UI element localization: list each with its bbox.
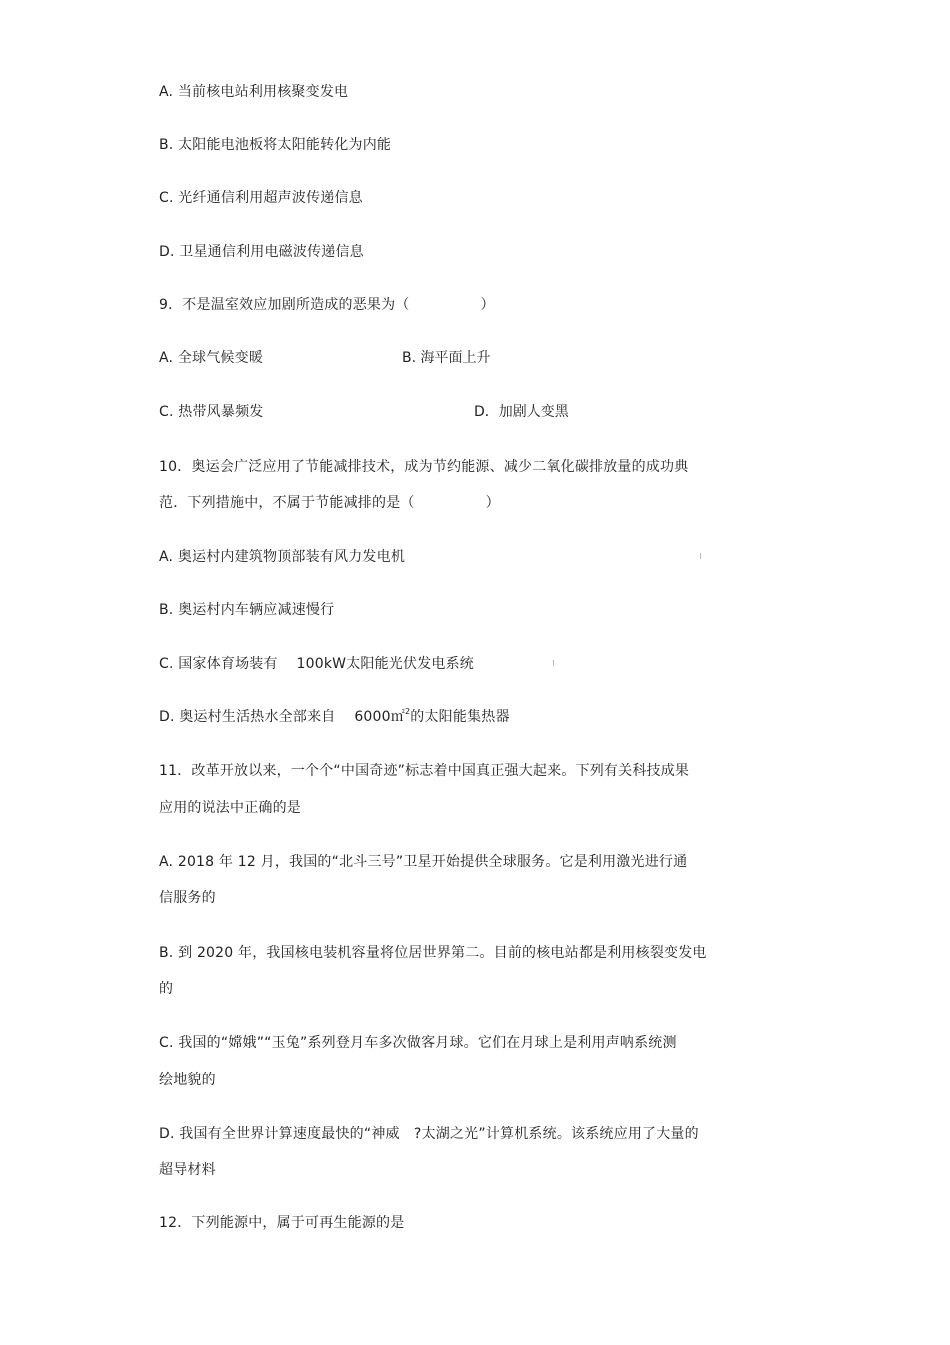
q10-option-b: B. 奥运村内车辆应减速慢行 [159,602,335,618]
q12-stem: 12．下列能源中，属于可再生能源的是 [159,1215,405,1231]
q8-option-a: A. 当前核电站利用核聚变发电 [159,84,349,100]
q9-option-a: A. 全球气候变暖 [159,350,264,366]
q11-option-b-line2: 的 [159,981,174,997]
q10-option-a: A. 奥运村内建筑物顶部装有风力发电机 [159,549,406,565]
q8-option-b: B. 太阳能电池板将太阳能转化为内能 [159,137,392,153]
q10-option-d-text: D. 奥运村生活热水全部来自 6000㎡ [159,709,405,725]
q10-option-d [159,708,510,726]
q11-option-a-line1: A. 2018 年 12 月，我国的“北斗三号”卫星开始提供全球服务。它是利用激光进行通 [159,854,688,870]
q9-option-b: B. 海平面上升 [402,350,491,366]
q10-option-c: C. 国家体育场装有 100kW太阳能光伏发电系统 [159,656,474,672]
q10-option-d-tail: 的太阳能集热器 [410,709,510,725]
q10-stem-line2: 范．下列措施中，不属于节能减排的是（ ） [159,495,500,511]
q11-stem-line1: 11．改革开放以来，一个个“中国奇迹”标志着中国真正强大起来。下列有关科技成果 [159,763,690,779]
q10-stem-line1: 10．奥运会广泛应用了节能减排技术，成为节约能源、减少二氧化碳排放量的成功典 [159,459,689,475]
q11-option-d-line2: 超导材料 [159,1162,216,1178]
q9-option-c: C. 热带风暴频发 [159,404,264,420]
q11-option-c-line2: 绘地貌的 [159,1072,216,1088]
q9-option-d: D．加剧人变黑 [474,404,569,420]
q8-option-d: D. 卫星通信利用电磁波传递信息 [159,244,364,260]
scan-mark [700,553,701,559]
q11-option-a-line2: 信服务的 [159,890,216,906]
scan-mark [553,660,554,666]
superscript: 2 [404,707,411,716]
q11-option-b-line1: B. 到 2020 年，我国核电装机容量将位居世界第二。目前的核电站都是利用核裂变发电 [159,945,707,961]
q11-option-d-line1: D. 我国有全世界计算速度最快的“神威 ?太湖之光”计算机系统。该系统应用了大量的 [159,1126,699,1142]
q11-stem-line2: 应用的说法中正确的是 [159,800,301,816]
q8-option-c: C. 光纤通信利用超声波传递信息 [159,190,363,206]
q11-option-c-line1: C. 我国的“嫦娥”“玉兔”系列登月车多次做客月球。它们在月球上是利用声呐系统测 [159,1035,677,1051]
q9-stem: 9．不是温室效应加剧所造成的恶果为（ ） [159,297,495,313]
